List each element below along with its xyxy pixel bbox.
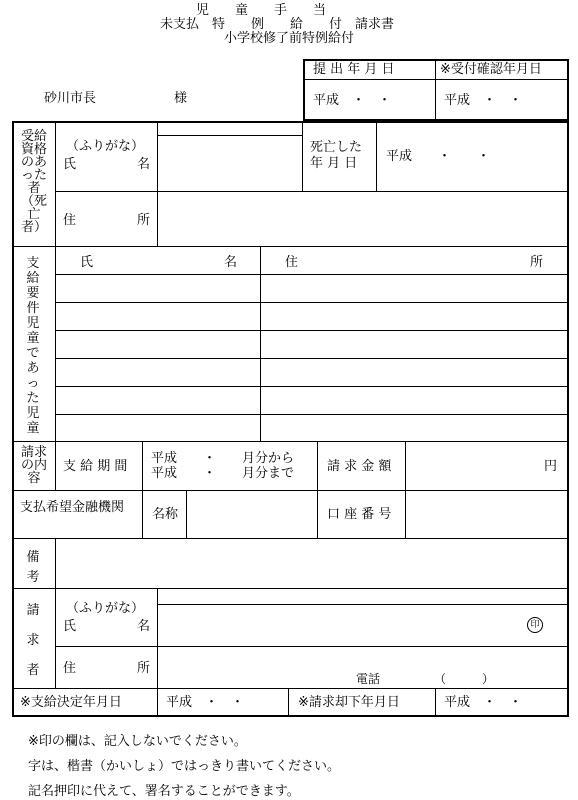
bank-label: 支払希望金融機関 [20,500,125,515]
claimant-name-label-b: 名 [137,619,151,634]
deceased-name-label-a: 氏 [63,157,77,172]
claimant-address-label-a: 住 [63,661,77,676]
seal-mark: 印 [527,617,543,633]
children-row[interactable] [56,415,568,441]
deceased-section-label: 受給資格のあった者（死亡者） [20,129,47,235]
children-row[interactable] [56,359,568,386]
reject-date-value: 平成 ・ ・ [444,695,523,710]
form-title-line2: 未支払 特 例 給 付 請求書 [160,17,395,32]
note-2: 字は、楷書（かいしょ）ではっきり書いてください。 [28,759,341,774]
form-title-line3: 小学校修了前特例給付 [224,31,355,46]
phone-field[interactable]: （ ） [434,672,495,686]
amount-unit: 円 [544,459,558,474]
deceased-name-label-b: 名 [137,157,151,172]
addressee-honorific: 様 [174,91,188,106]
remarks-field[interactable] [57,540,567,587]
death-date-label: 死亡した年 月 日 [310,140,363,171]
note-1: ※印の欄は、記入しないでください。 [28,734,247,749]
deceased-name-field[interactable] [160,140,300,188]
children-section-label: 支給要件児童であった児童 [26,256,40,436]
addressee: 砂川市長 [44,91,97,106]
amount-field[interactable] [407,443,537,489]
decision-date-label: ※支給決定年月日 [20,695,122,710]
period-label: 支 給 期 間 [63,459,128,474]
receipt-date-label: ※受付確認年月日 [440,62,542,77]
children-name-label-a: 氏 [80,255,94,270]
phone-label: 電話 [356,672,381,686]
claimant-name-field[interactable] [160,606,520,644]
claim-section-label: 請求の内容 [20,445,47,486]
period-from[interactable]: 平成 ・ 月分から [151,451,295,466]
bank-name-field[interactable] [188,492,316,537]
receipt-date-value: 平成 ・ ・ [444,93,523,108]
children-address-label-a: 住 [285,255,299,270]
claimant-furigana-label: （ふりがな） [66,601,145,616]
children-row[interactable] [56,331,568,358]
bank-name-label: 名称 [152,507,179,522]
death-date-value[interactable]: 平成 ・ ・ [386,149,491,164]
reject-date-label: ※請求却下年月日 [298,695,400,710]
claimant-name-label-a: 氏 [63,619,77,634]
account-number-field[interactable] [407,492,567,537]
children-row[interactable] [56,387,568,414]
children-address-label-b: 所 [530,255,544,270]
submit-date-label: 提 出 年 月 日 [313,62,395,77]
claimant-label: 請求者 [26,603,40,678]
children-row[interactable] [56,275,568,302]
deceased-address-field[interactable] [160,195,565,243]
children-name-label-b: 名 [224,255,238,270]
submit-date-value[interactable]: 平成 ・ ・ [313,93,392,108]
remarks-label: 備考 [26,550,40,585]
deceased-furigana-label: （ふりがな） [66,139,145,154]
account-number-label: 口 座 番 号 [327,507,392,522]
decision-date-value: 平成 ・ ・ [166,695,245,710]
children-row[interactable] [56,303,568,330]
deceased-address-label-b: 所 [137,213,151,228]
claimant-address-field[interactable] [160,648,565,670]
note-3: 記名押印に代えて、署名することができます。 [28,784,300,799]
period-to[interactable]: 平成 ・ 月分まで [151,466,295,481]
claimant-address-label-b: 所 [137,661,151,676]
amount-label: 請 求 金 額 [327,459,392,474]
form-title-line1: 児 童 手 当 [196,3,327,18]
deceased-address-label-a: 住 [63,213,77,228]
